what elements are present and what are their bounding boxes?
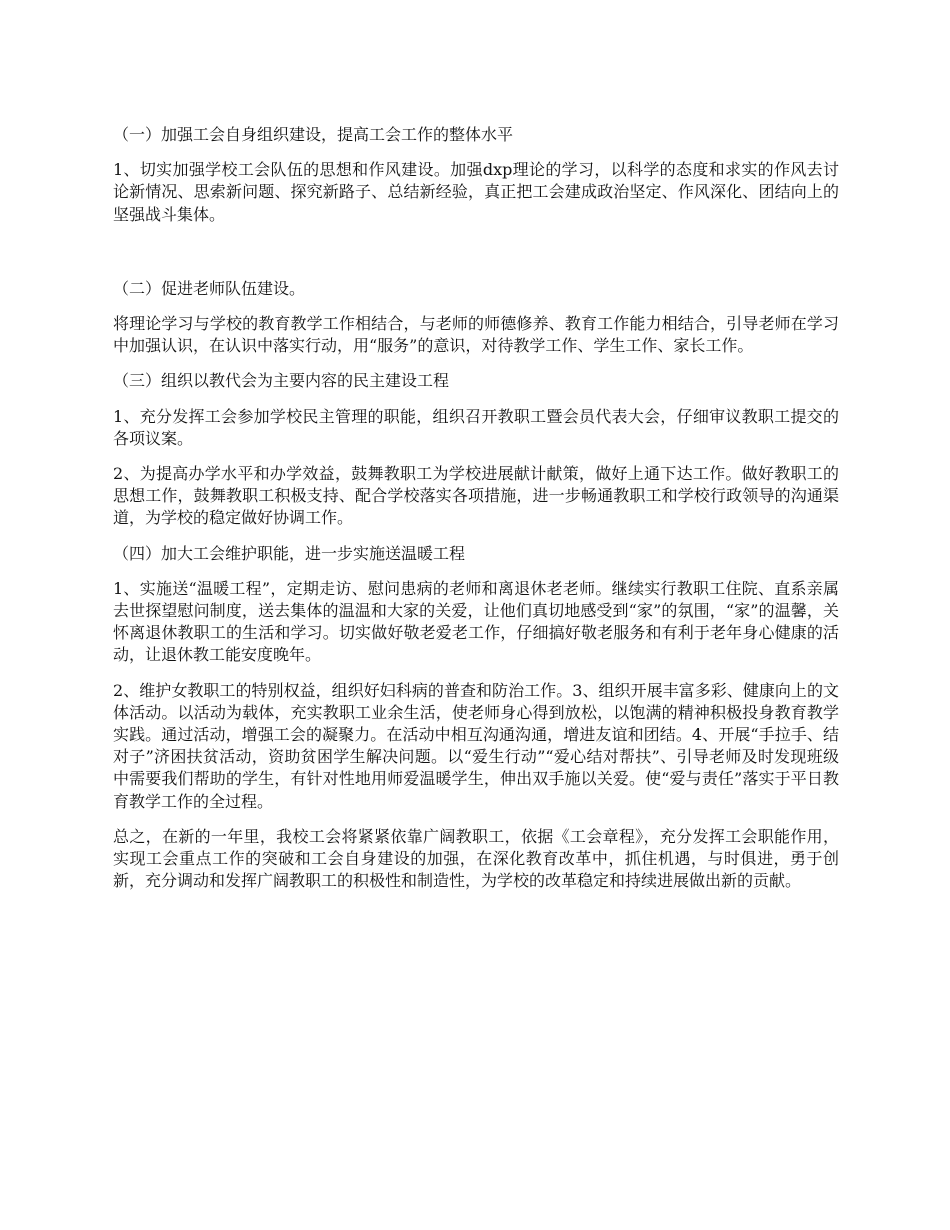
section-1-paragraph-1: 1、切实加强学校工会队伍的思想和作风建设。加强dxp理论的学习，以科学的态度和求实的作风去讨论新情况、思索新问题、探究新路子、总结新经验，真正把工会建成政治坚定、作风深化、团结向上的坚强战斗集体。 — [113, 160, 839, 224]
section-2-paragraph-1: 将理论学习与学校的教育教学工作相结合，与老师的师德修养、教育工作能力相结合，引导老师在学习中加强认识，在认识中落实行动，用“服务”的意识，对待教学工作、学生工作、家长工作。 — [113, 314, 839, 356]
section-3-paragraph-1: 1、充分发挥工会参加学校民主管理的职能，组织召开教职工暨会员代表大会，仔细审议教职工提交的各项议案。 — [113, 406, 839, 448]
section-4-paragraph-2: 2、维护女教职工的特别权益，组织好妇科病的普查和防治工作。3、组织开展丰富多彩、健康向上的文体活动。以活动为载体，充实教职工业余生活，使老师身心得到放松，以饱满的精神积极投身教育教学实践。通过活动，增强工会的凝聚力。在活动中相互沟通沟通，增进友谊和团结。4、开展“手拉手、结对子”济困扶贫活动，资助贫困学生解决问题。以“爱生行动”“爱心结对帮扶”、引导老师及时发现班级中需要我们帮助的学生，有针对性地用师爱温暖学生，伸出双手施以关爱。使“爱与责任”落实于平日教育教学工作的全过程。 — [113, 680, 839, 811]
section-3-paragraph-2: 2、为提高办学水平和办学效益，鼓舞教职工为学校进展献计献策，做好上通下达工作。做好教职工的思想工作，鼓舞教职工积极支持、配合学校落实各项措施，进一步畅通教职工和学校行政领导的沟通渠道，为学校的稳定做好协调工作。 — [113, 464, 839, 528]
section-heading-3: （三）组织以教代会为主要内容的民主建设工程 — [113, 371, 450, 391]
section-4-paragraph-1: 1、实施送“温暖工程”，定期走访、慰问患病的老师和离退休老老师。继续实行教职工住院、直系亲属去世探望慰问制度，送去集体的温温和大家的关爱，让他们真切地感受到“家”的氛围，“家”的温馨，关怀离退休教职工的生活和学习。切实做好敬老爱老工作，仔细搞好敬老服务和有利于老年身心健康的活动，让退休教工能安度晚年。 — [113, 578, 839, 665]
section-spacer — [113, 239, 839, 278]
section-heading-2: （二）促进老师队伍建设。 — [113, 278, 306, 298]
document-body — [113, 124, 839, 905]
section-heading-4: （四）加大工会维护职能，进一步实施送温暖工程 — [113, 543, 466, 563]
section-heading-1: （一）加强工会自身组织建设，提高工会工作的整体水平 — [113, 125, 514, 144]
conclusion-paragraph: 总之，在新的一年里，我校工会将紧紧依靠广阔教职工，依据《工会章程》，充分发挥工会职能作用，实现工会重点工作的突破和工会自身建设的加强，在深化教育改革中，抓住机遇，与时俱进，勇于创新，充分调动和发挥广阔教职工的积极性和制造性，为学校的改革稳定和持续进展做出新的贡献。 — [113, 826, 839, 891]
